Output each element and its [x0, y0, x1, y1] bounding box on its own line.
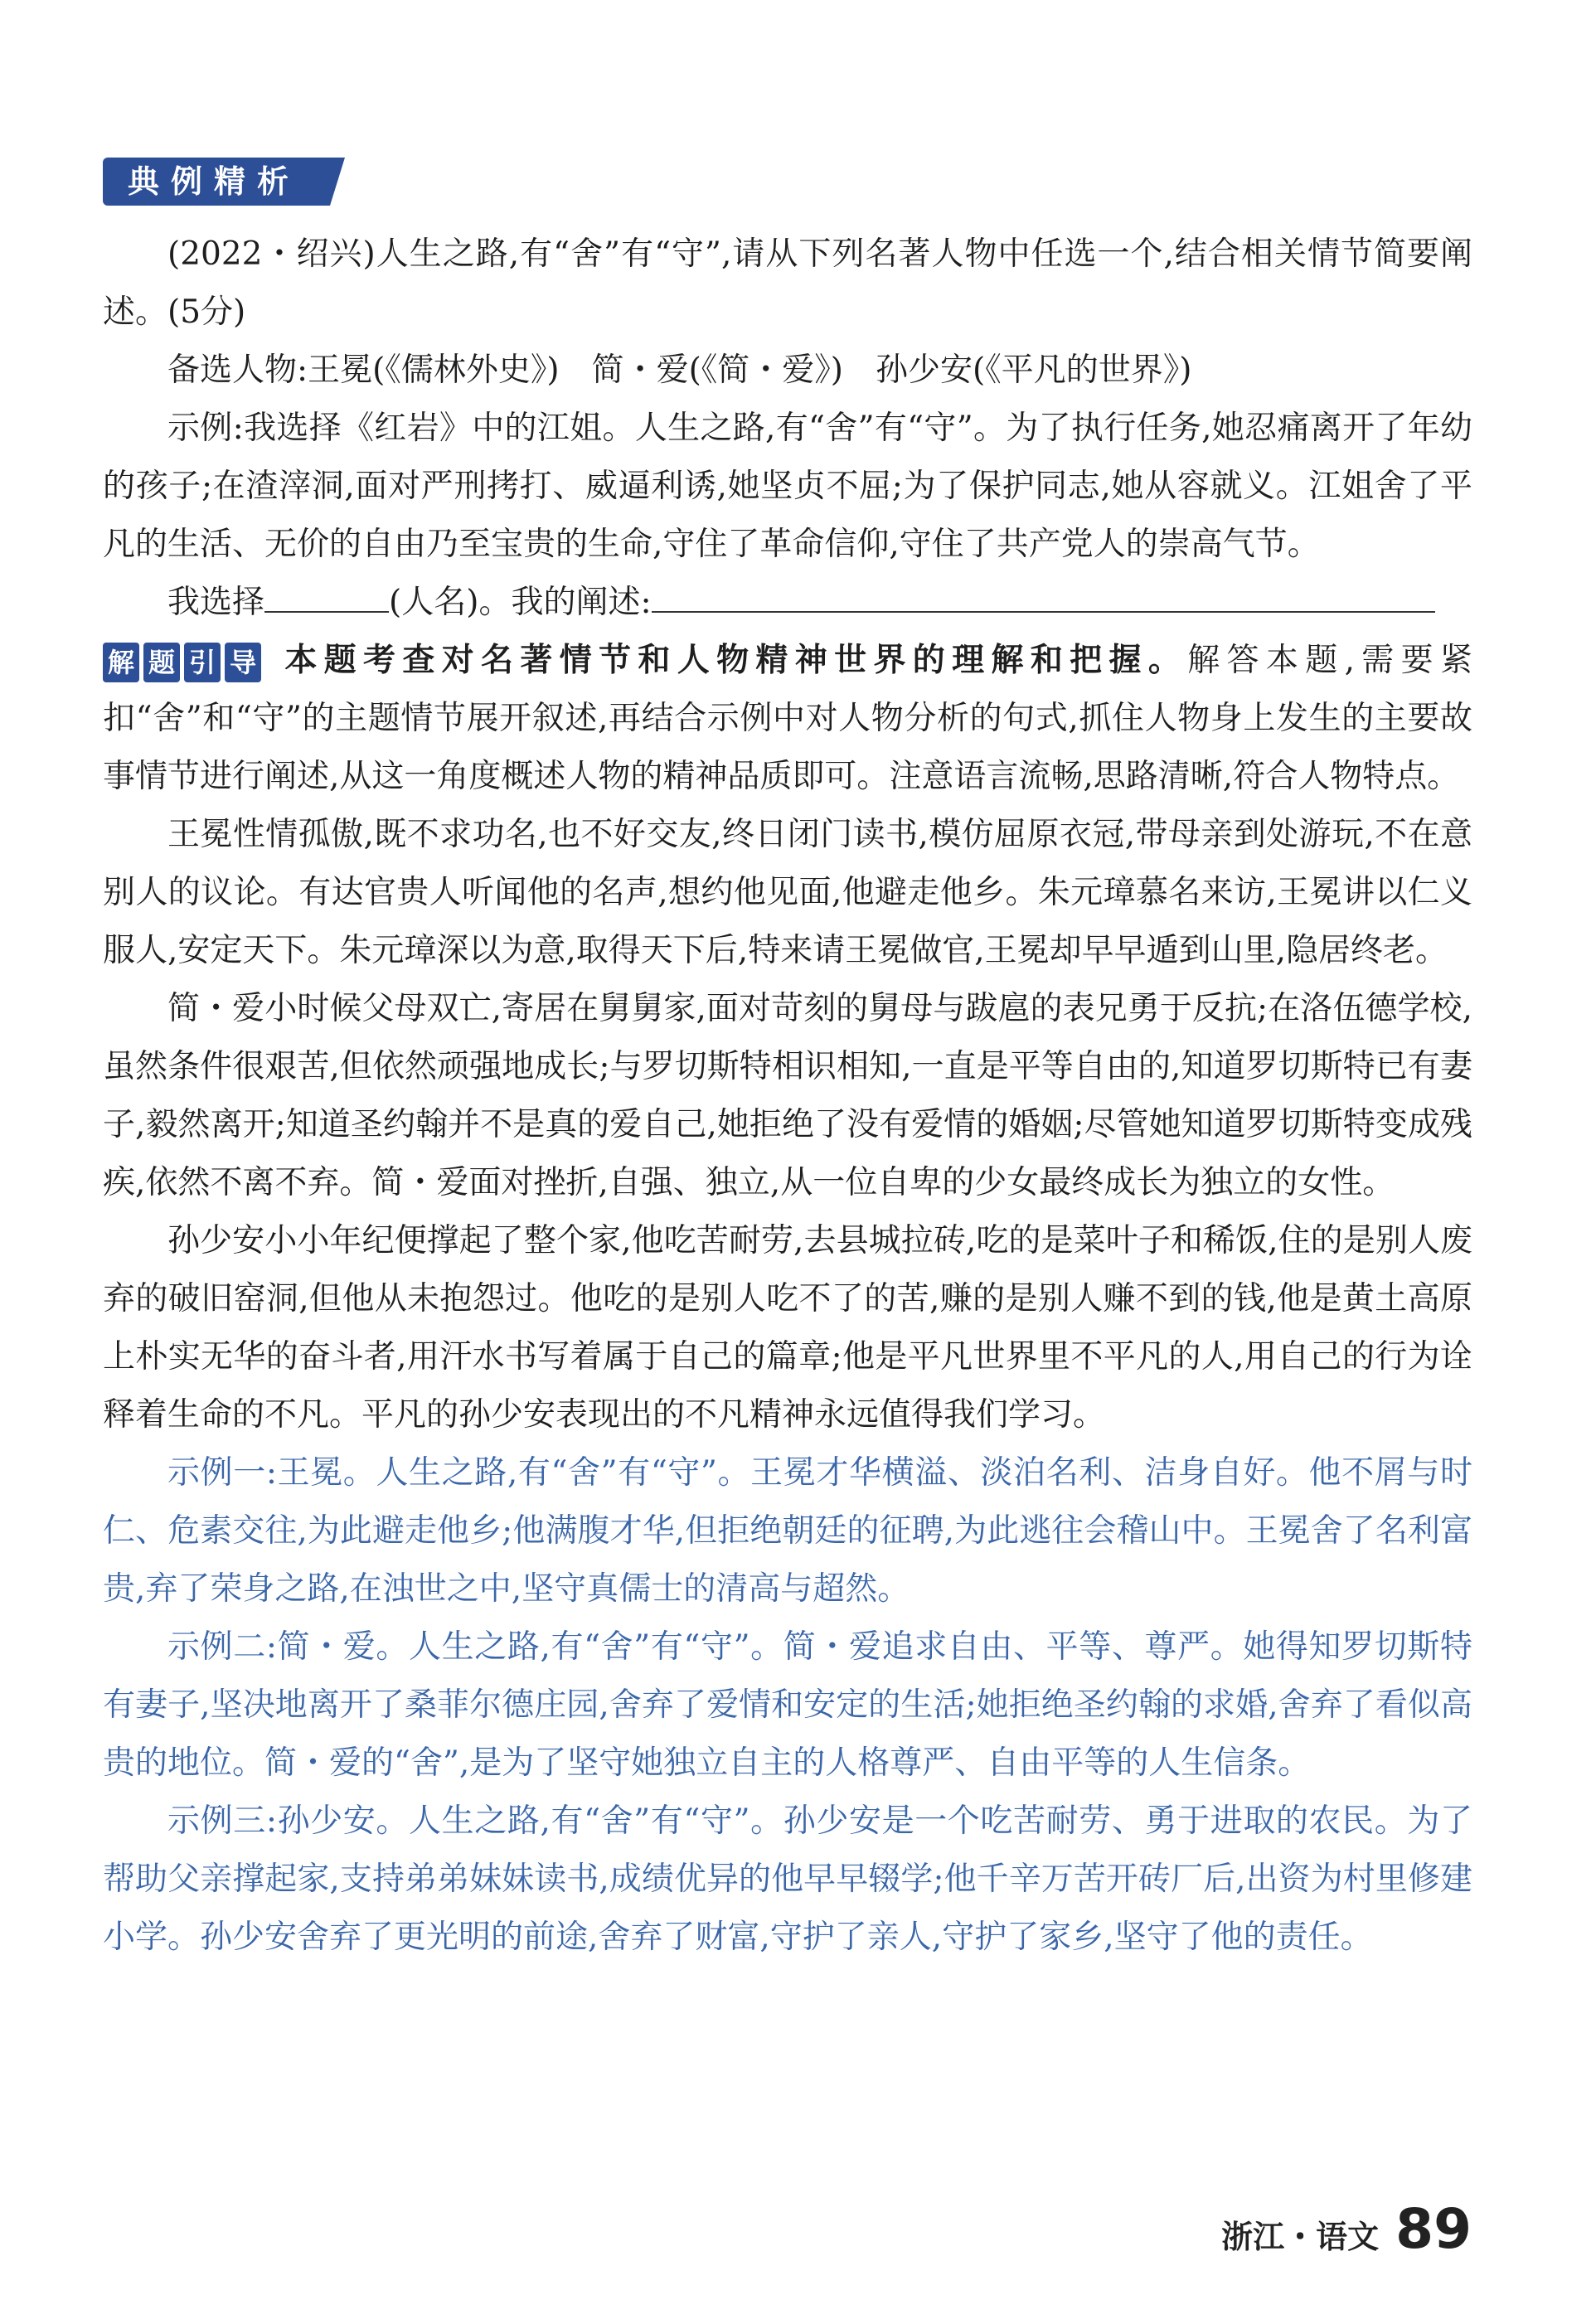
guide-tag-char: 引	[184, 643, 221, 682]
answer-paragraph: 示例二:简・爱。人生之路,有“舍”有“守”。简・爱追求自由、平等、尊严。她得知罗切斯特有妻子,坚决地离开了桑菲尔德庄园,舍弃了爱情和安定的生活;她拒绝圣约翰的求婚,舍弃了看似高贵的地位。简・爱的“舍”,是为了坚守她独立自主的人格尊严、自由平等的人生信条。	[103, 1628, 1472, 1782]
guide-tag-char: 解	[103, 643, 139, 682]
analysis-paragraph: 王冕性情孤傲,既不求功名,也不好交友,终日闭门读书,模仿屈原衣冠,带母亲到处游玩,不在意别人的议论。有达官贵人听闻他的名声,想约他见面,他避走他乡。朱元璋慕名来访,王冕讲以仁义服人,安定天下。朱元璋深以为意,取得天下后,特来请王冕做官,王冕却早早遁到山里,隐居终老。	[103, 816, 1472, 969]
name-blank[interactable]	[264, 579, 389, 613]
series-label: 浙江・语文	[1221, 2219, 1380, 2255]
answer-blank[interactable]	[652, 579, 1435, 613]
page-number: 89	[1395, 2197, 1472, 2261]
guide-tag-char: 题	[143, 643, 180, 682]
question-fill-line	[103, 574, 1472, 632]
guide-lead: 本题考查对名著情节和人物精神世界的理解和把握。	[278, 642, 1188, 679]
guide-paragraph	[103, 632, 1472, 806]
analysis-paragraph: 孙少安小小年纪便撑起了整个家,他吃苦耐劳,去县城拉砖,吃的是菜叶子和稀饭,住的是别人废弃的破旧窑洞,但他从未抱怨过。他吃的是别人吃不了的苦,赚的是别人赚不到的钱,他是黄土高原上朴实无华的奋斗者,用汗水书写着属于自己的篇章;他是平凡世界里不平凡的人,用自己的行为诠释着生命的不凡。平凡的孙少安表现出的不凡精神永远值得我们学习。	[103, 1222, 1472, 1434]
question-candidates: 备选人物:王冕(《儒林外史》) 简・爱(《简・爱》) 孙少安(《平凡的世界》)	[167, 352, 1192, 389]
fill-mid: (人名)。我的阐述:	[389, 584, 652, 621]
question-stem: (2022・绍兴)人生之路,有“舍”有“守”,请从下列名著人物中任选一个,结合相关情节简要阐述。(5分)	[103, 235, 1472, 331]
fill-prefix: 我选择	[167, 584, 265, 621]
section-badge: 典例精析	[103, 158, 330, 206]
guide-tag	[103, 643, 261, 682]
content	[103, 153, 1472, 1967]
question-example: 示例:我选择《红岩》中的江姐。人生之路,有“舍”有“守”。为了执行任务,她忍痛离开了年幼的孩子;在渣滓洞,面对严刑拷打、威逼利诱,她坚贞不屈;为了保护同志,她从容就义。江姐舍了平凡的生活、无价的自由乃至宝贵的生命,守住了革命信仰,守住了共产党人的崇高气节。	[103, 410, 1472, 563]
guide-text: 解答本题,需要紧扣“舍”和“守”的主题情节展开叙述,再结合示例中对人物分析的句式,抓住人物身上发生的主要故事情节进行阐述,从这一角度概述人物的精神品质即可。注意语言流畅,思路清晰,符合人物特点。	[103, 642, 1472, 795]
page-footer	[1221, 2197, 1472, 2261]
analysis-paragraph: 简・爱小时候父母双亡,寄居在舅舅家,面对苛刻的舅母与跋扈的表兄勇于反抗;在洛伍德学校,虽然条件很艰苦,但依然顽强地成长;与罗切斯特相识相知,一直是平等自由的,知道罗切斯特已有妻子,毅然离开;知道圣约翰并不是真的爱自己,她拒绝了没有爱情的婚姻;尽管她知道罗切斯特变成残疾,依然不离不弃。简・爱面对挫折,自强、独立,从一位自卑的少女最终成长为独立的女性。	[103, 990, 1472, 1201]
guide-tag-char: 导	[225, 643, 261, 682]
answer-paragraph: 示例一:王冕。人生之路,有“舍”有“守”。王冕才华横溢、淡泊名利、洁身自好。他不屑与时仁、危素交往,为此避走他乡;他满腹才华,但拒绝朝廷的征聘,为此逃往会稽山中。王冕舍了名利富贵,弃了荣身之路,在浊世之中,坚守真儒士的清高与超然。	[103, 1454, 1472, 1608]
answer-paragraph: 示例三:孙少安。人生之路,有“舍”有“守”。孙少安是一个吃苦耐劳、勇于进取的农民。为了帮助父亲撑起家,支持弟弟妹妹读书,成绩优异的他早早辍学;他千辛万苦开砖厂后,出资为村里修建小学。孙少安舍弃了更光明的前途,舍弃了财富,守护了亲人,守护了家乡,坚守了他的责任。	[103, 1802, 1472, 1956]
